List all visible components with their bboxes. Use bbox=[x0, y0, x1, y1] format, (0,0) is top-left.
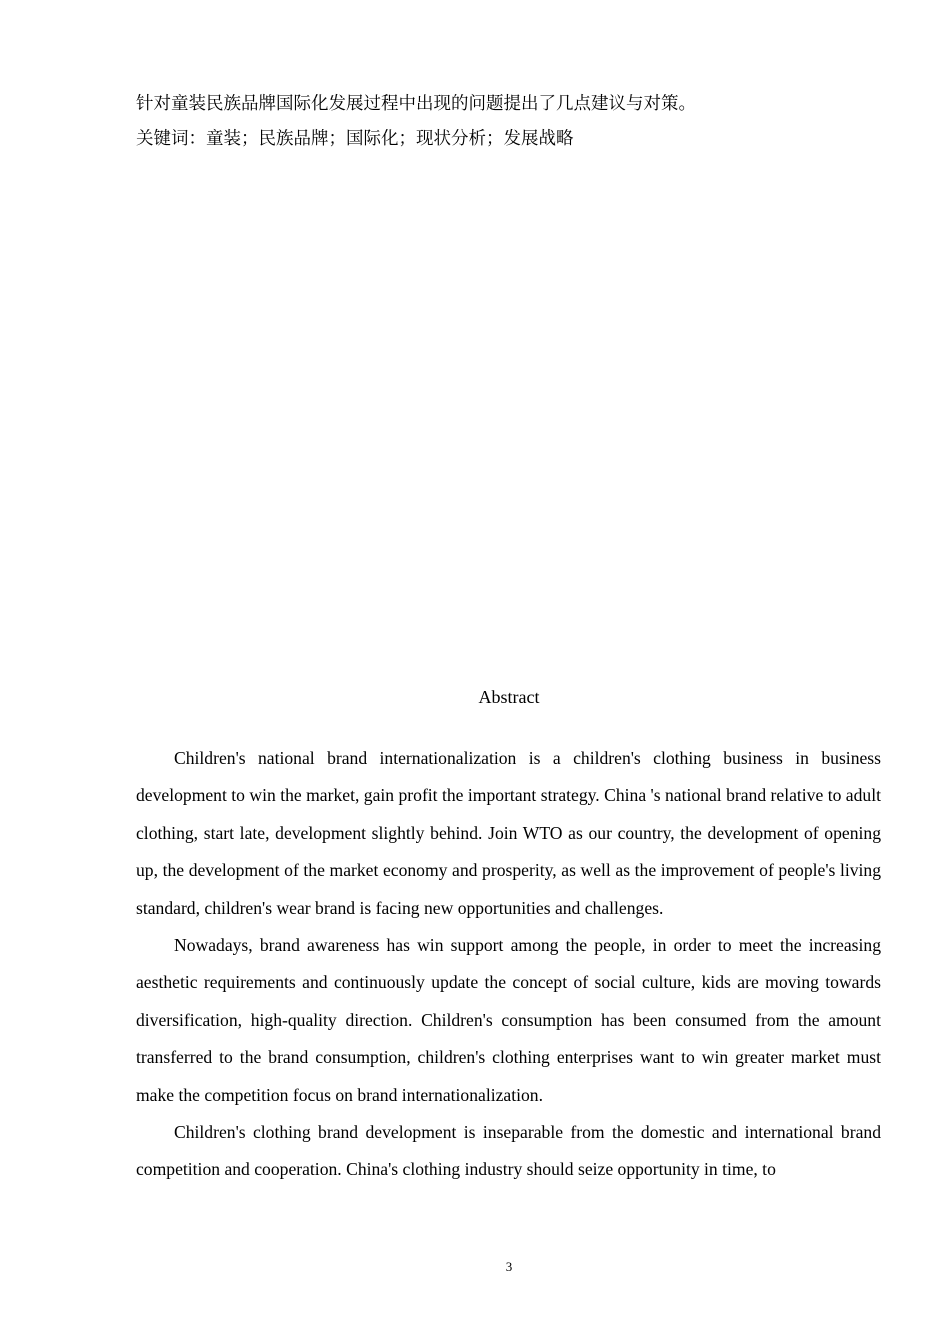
abstract-paragraph-1: Children's national brand internationalization is a children's clothing business in business development to win the market, gain profit the important strategy. China 's national brand relative to adult clothing, start late, development slightly behind. Join WTO as our country, the development of opening up, the development of the market economy and prosperity, as well as the improvement of people's living standard, children's wear brand is facing new opportunities and challenges. bbox=[136, 748, 881, 918]
abstract-paragraph-2: Nowadays, brand awareness has win support among the people, in order to meet the increasing aesthetic requirements and continuously update the concept of social culture, kids are moving towards diversification, high-quality direction. Children's consumption has been consumed from the amount transferred to the brand consumption, children's clothing enterprises want to win greater market must make the competition focus on brand internationalization. bbox=[136, 935, 881, 1105]
abstract-heading: Abstract bbox=[478, 687, 540, 707]
abstract-paragraph-3: Children's clothing brand development is inseparable from the domestic and international brand competition and cooperation. China's clothing industry should seize opportunity in time, to bbox=[136, 1122, 881, 1180]
chinese-abstract-last-line: 针对童装民族品牌国际化发展过程中出现的问题提出了几点建议与对策。 bbox=[136, 93, 696, 113]
chinese-keywords-line: 关键词：童装；民族品牌；国际化；现状分析；发展战略 bbox=[136, 128, 574, 148]
abstract-body bbox=[136, 740, 881, 1189]
page-number: 3 bbox=[505, 1259, 513, 1274]
